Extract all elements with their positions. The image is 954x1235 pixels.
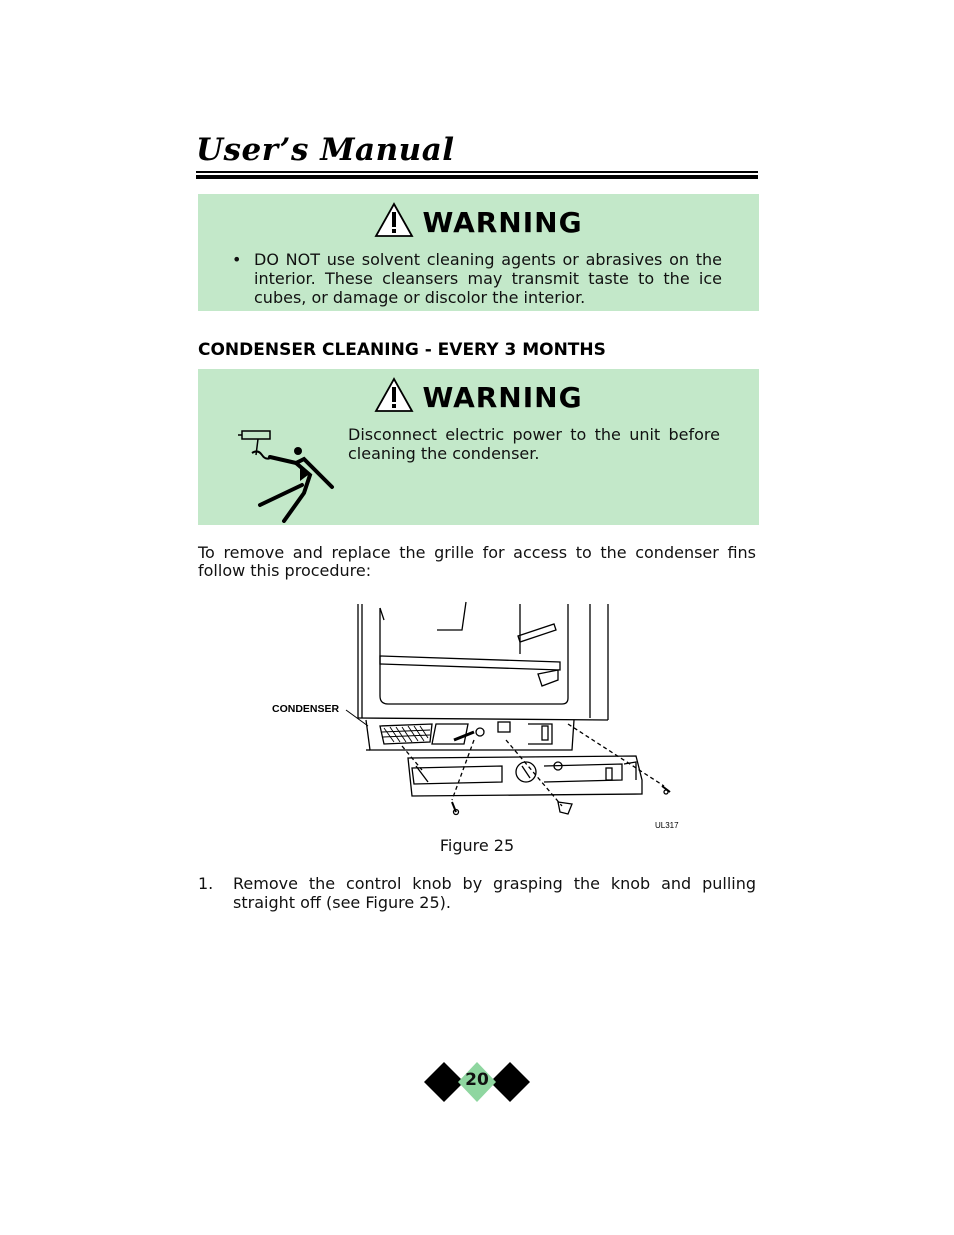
page-number-badge [422, 1060, 532, 1108]
warning-text: DO NOT use solvent cleaning agents or abrasives on the interior. These cleansers may transmit taste to the ice cubes, or damage or discolor the interior. [254, 250, 722, 307]
warning-bullet [232, 250, 722, 307]
page-title: User’s Manual [196, 132, 455, 168]
bullet-dot: • [232, 250, 242, 269]
figure-code: UL317 [655, 821, 679, 830]
step-text: Remove the control knob by grasping the knob and pulling straight off (see Figure 25). [233, 874, 756, 912]
intro-paragraph: To remove and replace the grille for access to the condenser fins follow this procedure: [198, 543, 756, 580]
figure-25-illustration [262, 600, 702, 836]
step-number: 1. [198, 874, 214, 893]
warning-heading-text: WARNING [422, 206, 583, 239]
procedure-step-1 [198, 874, 756, 912]
warning-triangle-icon [374, 202, 414, 238]
figure-caption: Figure 25 [439, 836, 515, 855]
condenser-grille-diagram [262, 600, 702, 832]
warning-heading [198, 202, 759, 239]
section-heading: CONDENSER CLEANING - EVERY 3 MONTHS [198, 340, 606, 360]
page-number: 20 [465, 1070, 489, 1090]
warning-heading [198, 377, 759, 414]
condenser-callout: CONDENSER [272, 703, 340, 715]
warning-heading-text: WARNING [422, 381, 583, 414]
warning-triangle-icon [374, 377, 414, 413]
title-rule [196, 171, 758, 181]
warning-box-electric [198, 369, 759, 525]
electric-shock-icon [238, 427, 338, 523]
warning-text: Disconnect electric power to the unit before cleaning the condenser. [348, 425, 720, 463]
warning-box-solvents [198, 194, 759, 311]
